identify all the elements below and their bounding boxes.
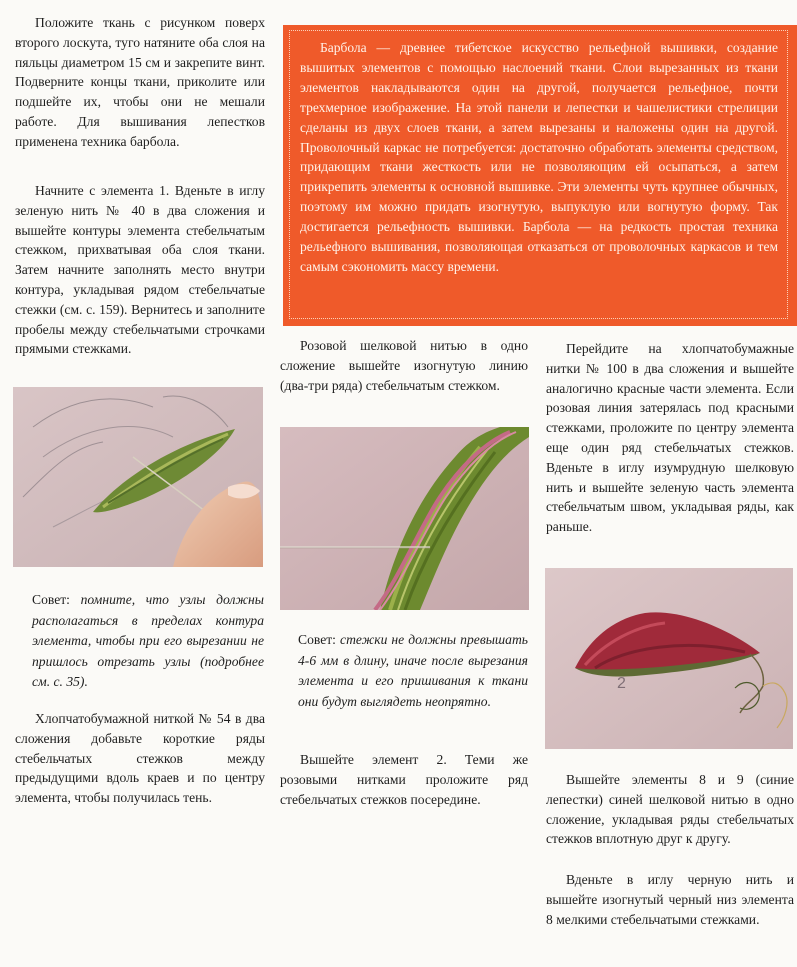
right-paragraph-2: Вышейте элементы 8 и 9 (синие лепестки) синей шелковой нитью в одно сложение, укладывая ряды стебельчатых стежков вплотную друг к другу. — [546, 772, 794, 847]
middle-paragraph-2: Вышейте элемент 2. Теми же розовыми нитками проложите ряд стебельчатых стежков посередине. — [280, 752, 528, 807]
left-tip — [32, 590, 264, 693]
barbola-info-text: Барбола — древнее тибетское искусство рельефной вышивки, создание вышитых элементов с помощью наслоений ткани. Слои вырезанных из ткани элементов накладываются один на другой, получается рельефное, почти трехмерное изображение. На этой панели и лепестки и чашелистики стрелиции сделаны из двух слоев ткани, а затем вырезаны и наложены один на другой. Проволочный каркас не потребуется: достаточно обработать элементы средством, придающим ткани жесткость или не позволяющим ей осыпаться, а затем прикрепить элементы к основной вышивке. Эти элементы чуть крупнее обычных, поэтому им можно придать изогнутую, выпуклую или вогнутую форму. Так достигается рельефность вышивки. Барбола — на редкость простая техника рельефного вышивания, позволяющая отказаться от проволочных каркасов и тем самым сэкономить массу времени. — [300, 40, 778, 274]
left-tip-label: Совет: — [32, 592, 70, 607]
left-paragraph-2: Начните с элемента 1. Вденьте в иглу зеленую нить № 40 в два сложения и вышейте контуры элемента стебельчатым стежком, прихватывая оба слоя ткани. Затем начните заполнять место внутри контура, укладывая рядом стебельчатые стежки (см. с. 159). Вернитесь и заполните пробелы между стебельчатыми строчками прямыми стежками. — [15, 183, 265, 357]
left-paragraph-1: Положите ткань с рисунком поверх второго лоскута, туго натяните оба слоя на пяльцы диаметром 15 см и закрепите винт. Подверните концы ткани, приколите или подшейте их, чтобы они не мешали работе. Для вышивания лепестков применена техника барбола. — [15, 15, 265, 149]
middle-tip-label: Совет: — [298, 632, 336, 647]
right-paragraph-3: Вденьте в иглу черную нить и вышейте изогнутый черный низ элемента 8 мелкими стебельчатыми стежками. — [546, 872, 794, 927]
photo-1-drawing — [13, 387, 263, 567]
photo-3-label: 2 — [617, 675, 626, 692]
left-tip-text: помните, что узлы должны располагаться в пределах контура элемента, чтобы при его вырезании не пришлось отрезать узлы (подробнее см. с. 35). — [32, 592, 264, 690]
photo-3-drawing — [545, 568, 793, 749]
middle-tip-text: стежки не должны превышать 4-6 мм в длину, иначе после вырезания элемента и его пришивания к ткани они будут выглядеть неопрятно. — [298, 632, 528, 709]
photo-embroidery-red-element — [545, 568, 793, 749]
middle-paragraph-1: Розовой шелковой нитью в одно сложение вышейте изогнутую линию (два-три ряда) стебельчатым стежком. — [280, 338, 528, 393]
left-paragraph-3: Хлопчатобумажной ниткой № 54 в два сложения добавьте короткие ряды стебельчатых стежков между предыдущими вдоль краев и по центру элемента, чтобы получилась тень. — [15, 711, 265, 806]
photo-embroidery-pink-line — [280, 427, 529, 610]
photo-2-drawing — [280, 427, 529, 610]
right-paragraph-1: Перейдите на хлопчатобумажные нитки № 100 в два сложения и вышейте аналогично красные части элемента. Если розовая линия затерялась под красными стежками, проложите по центру элемента еще один ряд стебельчатых стежков. Вденьте в иглу изумрудную шелковую нить и вышейте зеленую часть элемента стебельчатым швом, укладывая ряды, как раньше. — [546, 341, 794, 535]
photo-embroidery-leaf-start — [13, 387, 263, 567]
middle-tip — [298, 630, 528, 712]
